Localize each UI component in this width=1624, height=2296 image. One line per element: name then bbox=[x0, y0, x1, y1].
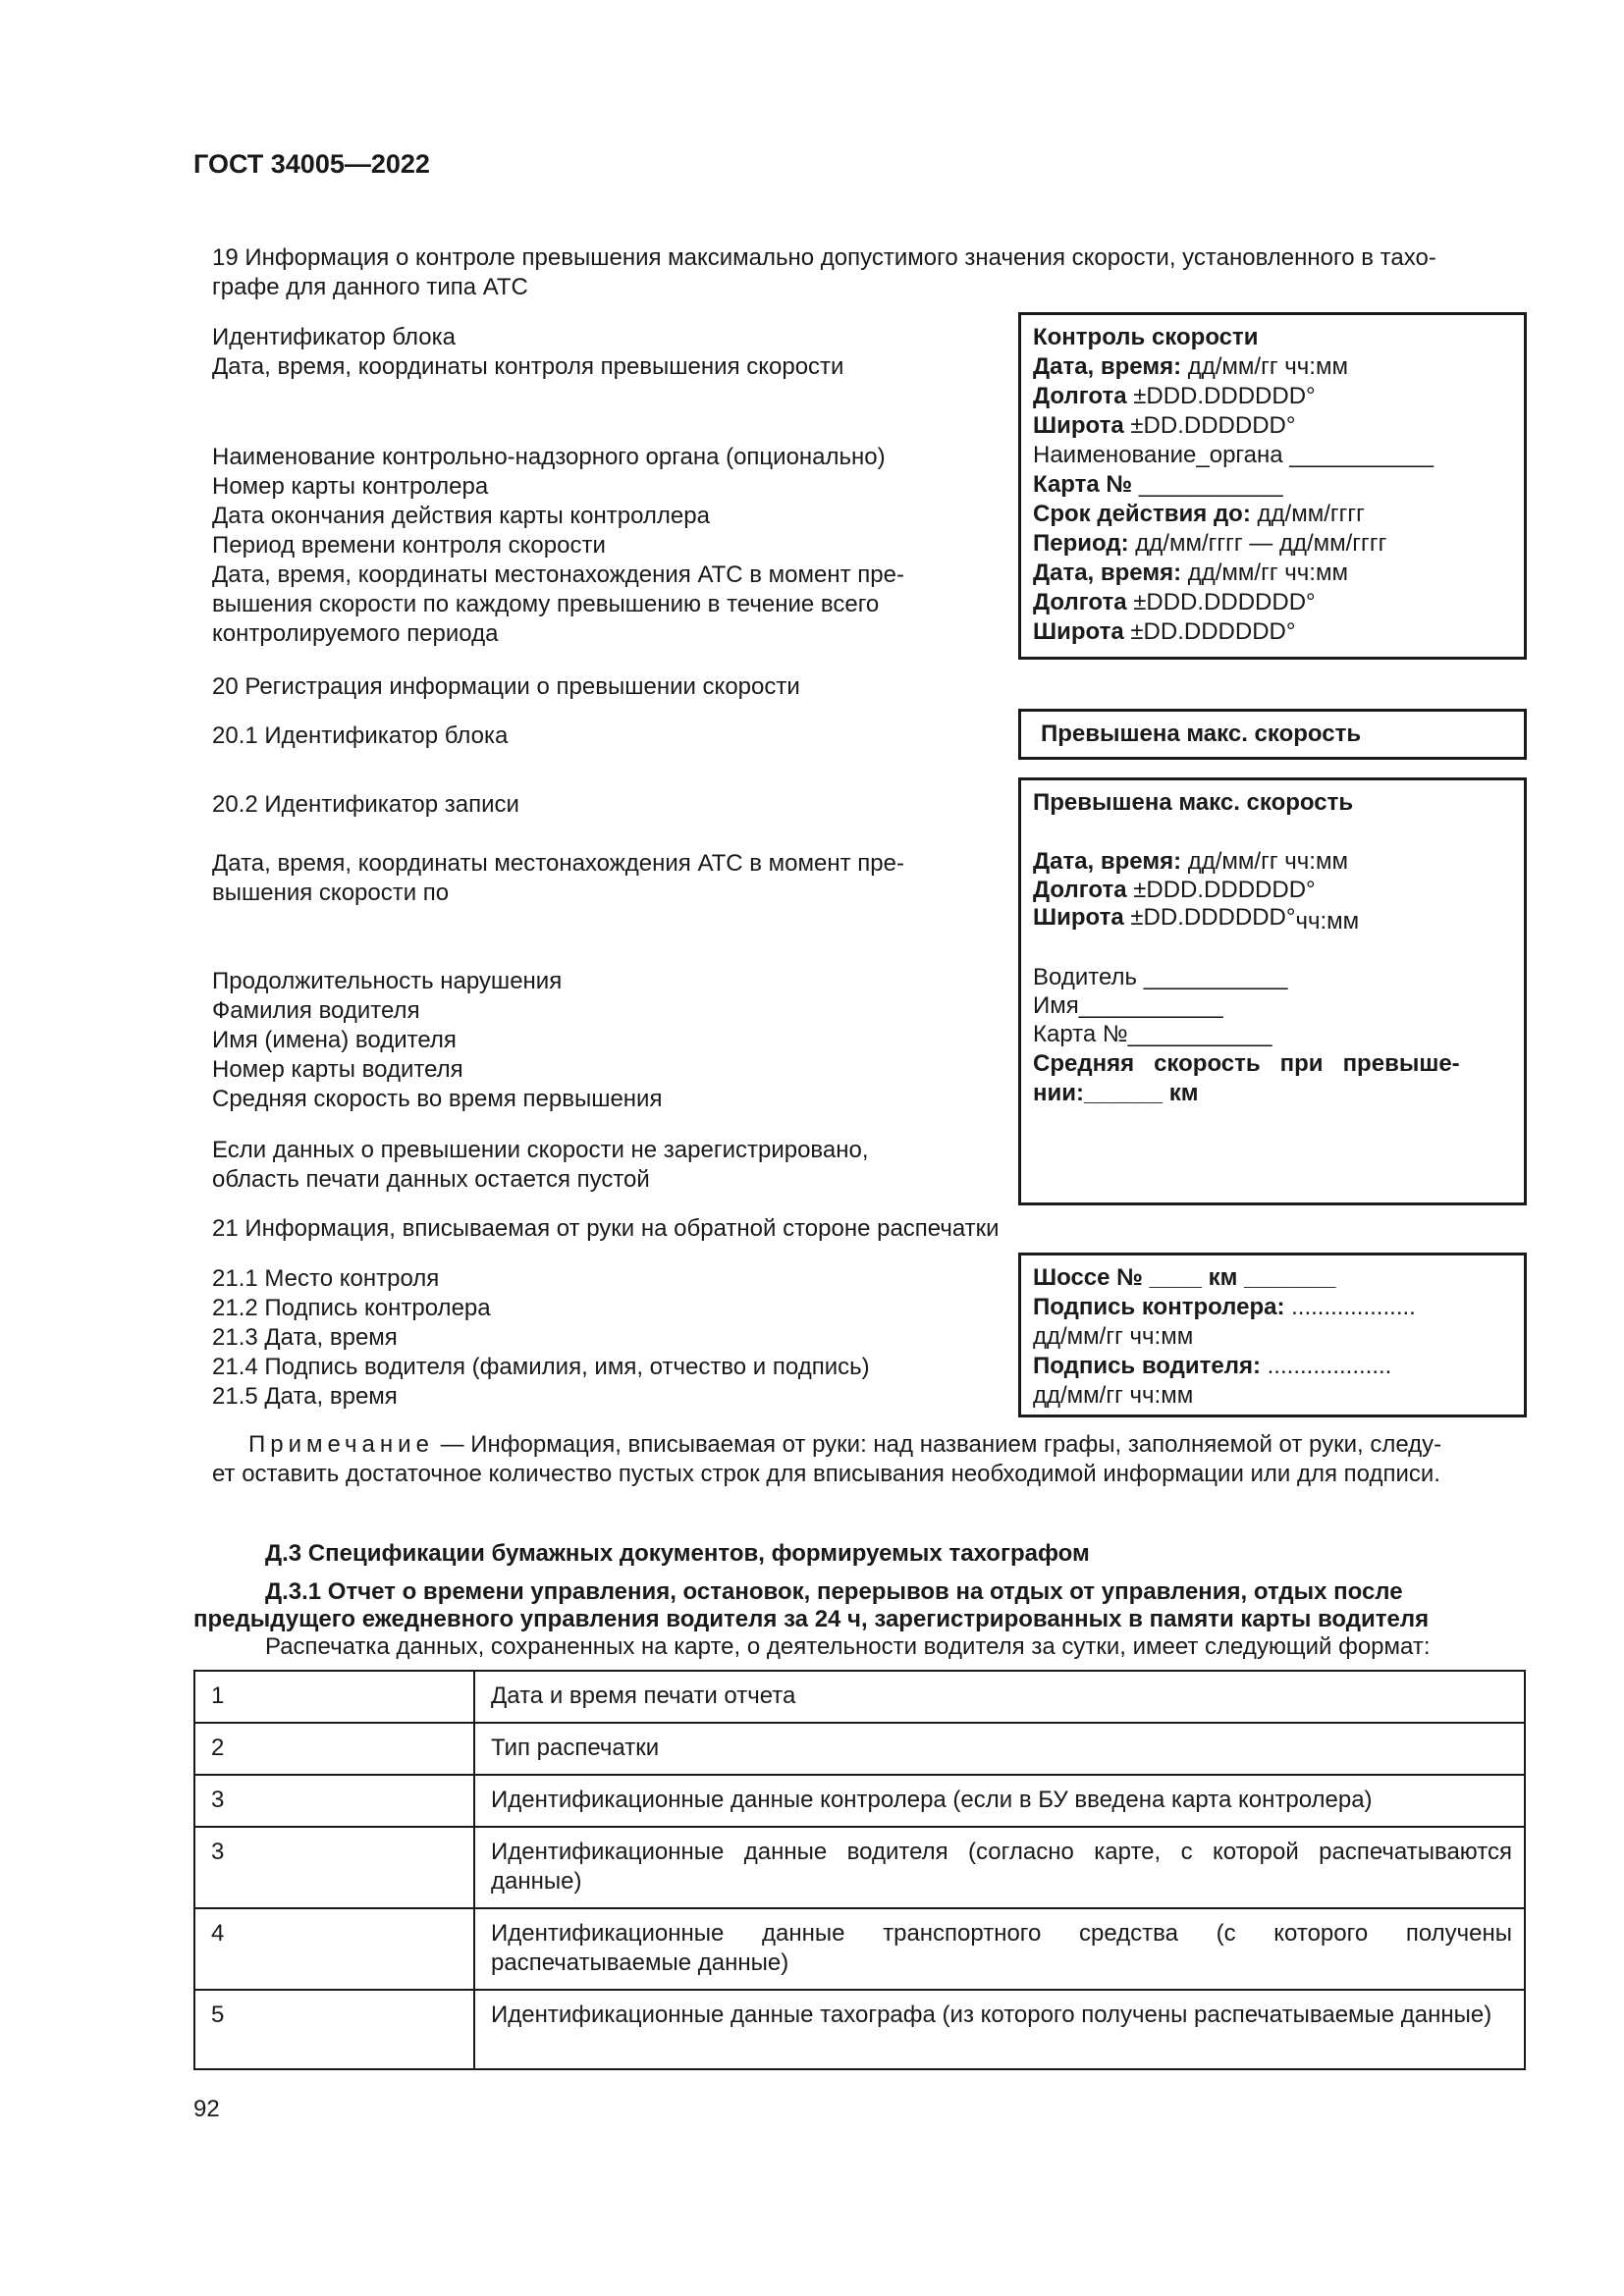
left-item: вышения скорости по каждому превышению в течение всего bbox=[212, 591, 880, 617]
left-item: контролируемого периода bbox=[212, 620, 499, 647]
left-item: Наименование контрольно-надзорного органа (опционально) bbox=[212, 444, 886, 470]
field-value: ±DD.DDDDDD° bbox=[1130, 904, 1296, 931]
note-text: — Информация, вписываемая от руки: над названием графы, заполняемой от руки, следу- bbox=[433, 1431, 1442, 1458]
box-title: Превышена макс. скорость bbox=[1041, 721, 1362, 747]
field-label: Долгота bbox=[1033, 877, 1127, 903]
field-value: ................... bbox=[1291, 1294, 1416, 1320]
field-value: ___________ bbox=[1138, 471, 1283, 498]
row-number: 2 bbox=[194, 1723, 474, 1775]
row-number: 3 bbox=[194, 1775, 474, 1827]
section-d3-heading: Д.3 Спецификации бумажных документов, формируемых тахографом bbox=[265, 1540, 1090, 1567]
left-item: Дата окончания действия карты контроллера bbox=[212, 503, 710, 529]
section-d31-heading-line-1: Д.3.1 Отчет о времени управления, остановок, перерывов на отдых от управления, отдых после bbox=[265, 1578, 1403, 1605]
road-line: Шоссе № ____ км _______ bbox=[1033, 1264, 1336, 1291]
box-title: Контроль скорости bbox=[1033, 324, 1259, 350]
time-suffix: чч:мм bbox=[1295, 908, 1360, 934]
printout-format-table bbox=[193, 1670, 1526, 2070]
left-item: Фамилия водителя bbox=[212, 997, 420, 1024]
field-label: Период: bbox=[1033, 530, 1129, 557]
row-text: Идентификационные данные водителя (согласно карте, с которой распечатываются данные) bbox=[474, 1827, 1525, 1908]
note-label: Примечание bbox=[248, 1431, 434, 1458]
field-label: Широта bbox=[1033, 904, 1124, 931]
section-20-title: 20 Регистрация информации о превышении скорости bbox=[212, 673, 800, 700]
left-item: область печати данных остается пустой bbox=[212, 1166, 650, 1193]
row-number: 1 bbox=[194, 1671, 474, 1723]
field-value: дд/мм/гг чч:мм bbox=[1187, 353, 1348, 380]
table-row bbox=[194, 1908, 1525, 1990]
section-20-left-group-b bbox=[212, 967, 662, 1114]
avg-speed-line-2: нии:______ км bbox=[1033, 1080, 1199, 1106]
speed-control-box bbox=[1018, 312, 1527, 660]
field-label: Долгота bbox=[1033, 589, 1127, 615]
field-value: ................... bbox=[1267, 1353, 1392, 1379]
row-text: Идентификационные данные транспортного средства (с которого получены распечатываемые данные) bbox=[474, 1908, 1525, 1990]
section-19-title-line-2: графе для данного типа АТС bbox=[212, 274, 528, 300]
box-title: Превышена макс. скорость bbox=[1033, 789, 1354, 816]
left-item: вышения скорости по bbox=[212, 880, 450, 906]
field-label: Широта bbox=[1033, 618, 1124, 645]
field-label: Долгота bbox=[1033, 383, 1127, 409]
section-d31-intro: Распечатка данных, сохраненных на карте, о деятельности водителя за сутки, имеет следующий формат: bbox=[265, 1633, 1431, 1660]
row-text: Идентификационные данные тахографа (из которого получены распечатываемые данные) bbox=[474, 1990, 1525, 2069]
left-item: Дата, время, координаты местонахождения АТС в момент пре- bbox=[212, 561, 904, 588]
left-item: Если данных о превышении скорости не зарегистрировано, bbox=[212, 1137, 869, 1163]
table-row bbox=[194, 1827, 1525, 1908]
speed-exceeded-box-2 bbox=[1018, 777, 1527, 1205]
field-value: ±DD.DDDDDD° bbox=[1130, 618, 1296, 645]
left-item: Средняя скорость во время первышения bbox=[212, 1086, 663, 1112]
section-20-left-group-a bbox=[212, 849, 904, 908]
field-value: ±DDD.DDDDDD° bbox=[1133, 383, 1316, 409]
field-label: Срок действия до: bbox=[1033, 501, 1251, 527]
name-line: Имя___________ bbox=[1033, 992, 1223, 1019]
list-item: 21.3 Дата, время bbox=[212, 1324, 398, 1351]
row-text: Дата и время печати отчета bbox=[474, 1671, 1525, 1723]
field-label: Дата, время: bbox=[1033, 353, 1182, 380]
field-value: дд/мм/гггг — дд/мм/гггг bbox=[1135, 530, 1387, 557]
handwritten-info-box bbox=[1018, 1253, 1527, 1417]
row-text: Идентификационные данные контролера (если в БУ введена карта контролера) bbox=[474, 1775, 1525, 1827]
field-value: дд/мм/гггг bbox=[1257, 501, 1365, 527]
section-19-title bbox=[212, 243, 1436, 302]
field-label: Подпись водителя: bbox=[1033, 1353, 1261, 1379]
field-label: Дата, время: bbox=[1033, 560, 1182, 586]
list-item: 21.4 Подпись водителя (фамилия, имя, отчество и подпись) bbox=[212, 1354, 870, 1380]
avg-speed-line-1: Средняя скорость при превыше- bbox=[1033, 1050, 1460, 1077]
row-text: Тип распечатки bbox=[474, 1723, 1525, 1775]
field-label: Широта bbox=[1033, 412, 1124, 439]
field-label: Карта № bbox=[1033, 471, 1133, 498]
section-21-items bbox=[212, 1264, 870, 1412]
section-d31-heading-line-2: предыдущего ежедневного управления водителя за 24 ч, зарегистрированных в памяти карты водителя bbox=[193, 1606, 1430, 1632]
left-item: Период времени контроля скорости bbox=[212, 532, 606, 559]
section-21-title: 21 Информация, вписываемая от руки на обратной стороне распечатки bbox=[212, 1215, 1000, 1242]
card-line: Карта №___________ bbox=[1033, 1021, 1272, 1047]
left-item: Идентификатор блока bbox=[212, 324, 457, 350]
section-19-title-line-1: 19 Информация о контроле превышения максимально допустимого значения скорости, установленного в тахо- bbox=[212, 244, 1436, 271]
field-value: дд/мм/гг чч:мм bbox=[1187, 560, 1348, 586]
list-item: 21.5 Дата, время bbox=[212, 1383, 398, 1410]
left-item: Дата, время, координаты местонахождения АТС в момент пре- bbox=[212, 850, 904, 877]
left-item: Номер карты контролера bbox=[212, 473, 489, 500]
table-row bbox=[194, 1990, 1525, 2069]
field-label: Подпись контролера: bbox=[1033, 1294, 1285, 1320]
row-number: 4 bbox=[194, 1908, 474, 1990]
field-value: дд/мм/гг чч:мм bbox=[1033, 1323, 1194, 1350]
item-20-1: 20.1 Идентификатор блока bbox=[212, 722, 509, 749]
left-item: Номер карты водителя bbox=[212, 1056, 463, 1083]
left-item: Дата, время, координаты контроля превышения скорости bbox=[212, 353, 844, 380]
driver-line: Водитель ___________ bbox=[1033, 964, 1288, 990]
table-row bbox=[194, 1775, 1525, 1827]
row-number: 5 bbox=[194, 1990, 474, 2069]
left-item: Продолжительность нарушения bbox=[212, 968, 563, 994]
section-19-left-group-1 bbox=[212, 323, 843, 382]
item-20-2: 20.2 Идентификатор записи bbox=[212, 791, 519, 818]
speed-exceeded-box-1 bbox=[1018, 709, 1527, 760]
section-20-left-group-c bbox=[212, 1136, 869, 1195]
section-19-left-group-2 bbox=[212, 443, 904, 649]
note-line-2: ет оставить достаточное количество пустых строк для вписывания необходимой информации или для подписи. bbox=[212, 1461, 1440, 1487]
field-value: дд/мм/гг чч:мм bbox=[1187, 848, 1348, 875]
field-label: Дата, время: bbox=[1033, 848, 1182, 875]
table-row bbox=[194, 1671, 1525, 1723]
field-value: ±DDD.DDDDDD° bbox=[1133, 589, 1316, 615]
page-number: 92 bbox=[193, 2096, 220, 2122]
field-value: дд/мм/гг чч:мм bbox=[1033, 1382, 1194, 1409]
org-line: Наименование_органа ___________ bbox=[1033, 442, 1435, 468]
field-value: ±DD.DDDDDD° bbox=[1130, 412, 1296, 439]
field-value: ±DDD.DDDDDD° bbox=[1133, 877, 1316, 903]
row-number: 3 bbox=[194, 1827, 474, 1908]
note-line-1 bbox=[248, 1430, 1441, 1460]
list-item: 21.2 Подпись контролера bbox=[212, 1295, 491, 1321]
document-header: ГОСТ 34005—2022 bbox=[193, 149, 430, 179]
list-item: 21.1 Место контроля bbox=[212, 1265, 440, 1292]
left-item: Имя (имена) водителя bbox=[212, 1027, 457, 1053]
table-row bbox=[194, 1723, 1525, 1775]
